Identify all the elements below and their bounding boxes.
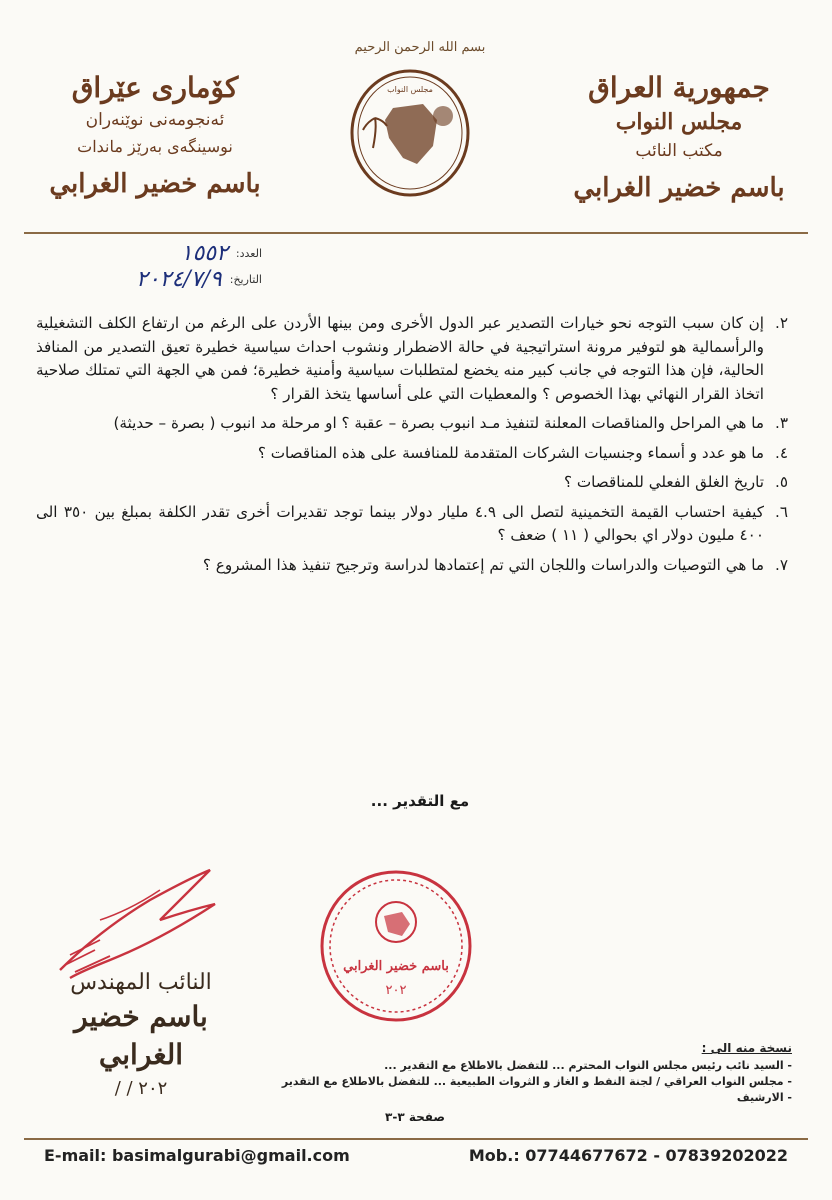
item-number: ٢.	[775, 314, 788, 332]
page-number: صفحة ٣-٣	[385, 1110, 445, 1124]
question-list	[36, 312, 788, 583]
header-office-ku: نوسینگەی بەرێز ماندات	[77, 137, 233, 156]
signatory-date: ٢٠٢ / /	[114, 1078, 168, 1099]
footer-divider	[24, 1138, 808, 1140]
footer-email: E-mail: basimalgurabi@gmail.com	[44, 1146, 350, 1165]
item-text: تاريخ الغلق الفعلي للمناقصات ؟	[563, 473, 764, 491]
item-text: كيفية احتساب القيمة التخمينية لتصل الى ٤.٩ مليار دولار بينما توجد تقديرات أخرى تقدر الكلفة بمبلغ بين ٣٥٠ الى ٤٠٠ مليون دولار اي بحوالي ( ١١ ) ضعف ؟	[36, 502, 764, 544]
copies-line: - السيد نائب رئيس مجلس النواب المحترم ... للتفضل بالاطلاع مع التقدير ...	[384, 1059, 792, 1072]
list-item	[36, 442, 788, 466]
header-divider	[24, 232, 808, 234]
header-council-ku: ئەنجومەنی نوێنەران	[85, 110, 225, 130]
number-value: ١٥٥٢	[180, 240, 228, 266]
header-kurdish	[30, 70, 280, 204]
official-stamp-icon	[316, 866, 476, 1026]
item-number: ٦.	[775, 502, 788, 521]
list-item	[36, 471, 788, 495]
signatory-block	[36, 968, 246, 1102]
closing-regards: مع التقدير ...	[370, 792, 470, 810]
list-item	[36, 554, 788, 578]
reference-block	[12, 240, 262, 292]
item-number: ٧.	[775, 555, 788, 574]
header-mp-name: باسم خضير الغرابي	[573, 173, 785, 203]
emblem-text: مجلس النواب	[387, 85, 433, 94]
list-item	[36, 501, 788, 548]
item-text: ما هي التوصيات والدراسات واللجان التي تم إعتمادها لدراسة وترجيح تنفيذ هذا المشروع ؟	[202, 555, 764, 574]
item-number: ٣.	[775, 414, 788, 432]
copies-line: - الارشيف	[736, 1091, 792, 1104]
stamp-year: ٢٠٢	[385, 983, 407, 998]
header-country-ku: كۆماری عێراق	[71, 71, 239, 104]
list-item	[36, 312, 788, 406]
copies-line: - مجلس النواب العراقي / لجنة النفط و الغاز و الثروات الطبيعية ... للتفضل بالاطلاع مع التقدير	[281, 1075, 792, 1088]
header-council: مجلس النواب	[615, 109, 743, 135]
item-number: ٤.	[775, 443, 788, 462]
signatory-title: النائب المهندس	[70, 970, 212, 995]
item-number: ٥.	[775, 473, 788, 491]
header-arabic	[554, 70, 804, 208]
item-text: ما هو عدد و أسماء وجنسيات الشركات المتقدمة للمنافسة على هذه المناقصات ؟	[257, 443, 764, 462]
header-mp-name-ku: باسم خضير الغرابي	[49, 169, 261, 199]
signatory-name: باسم خضير الغرابي	[74, 1000, 208, 1071]
header-country: جمهورية العراق	[588, 71, 770, 104]
list-item	[36, 412, 788, 436]
stamp-name: باسم خضير الغرابي	[343, 959, 449, 974]
item-text: إن كان سبب التوجه نحو خيارات التصدير عبر الدول الأخرى ومن بينها الأردن على الرغم من ارتفاع الكلف التشغيلية والرأسمالية هو لتوفير مرونة استراتيجية في حالة الاضطرار ونشوب احداث سياسية خطيرة تعيق التصدير من المنافذ الحالية، فإن هذا التوجه في جانب كبير منه يخضع لمتطلبات سياسية وأمنية خطيرة؛ فمن هي الجهة التي تمتلك صلاحية اتخاذ القرار النهائي بهذا الخصوص ؟ والمعطيات التي على أساسها يتخذ القرار ؟	[36, 314, 764, 403]
bismillah: بسم الله الرحمن الرحيم	[354, 40, 486, 55]
number-label: العدد:	[235, 246, 262, 260]
item-text: ما هي المراحل والمناقصات المعلنة لتنفيذ مـد انبوب بصرة – عقبة ؟ او مرحلة مد انبوب ( بصرة – حديثة)	[113, 414, 764, 432]
copies-to	[281, 1040, 792, 1106]
copies-heading: نسخة منه الى :	[701, 1041, 792, 1055]
date-value: ٢٠٢٤/٧/٩	[136, 266, 222, 292]
parliament-emblem-icon	[345, 68, 475, 198]
footer-mobile: Mob.: 07744677672 - 07839202022	[468, 1146, 788, 1165]
header-office: مكتب النائب	[635, 141, 723, 161]
date-label: التاريخ:	[229, 272, 262, 286]
